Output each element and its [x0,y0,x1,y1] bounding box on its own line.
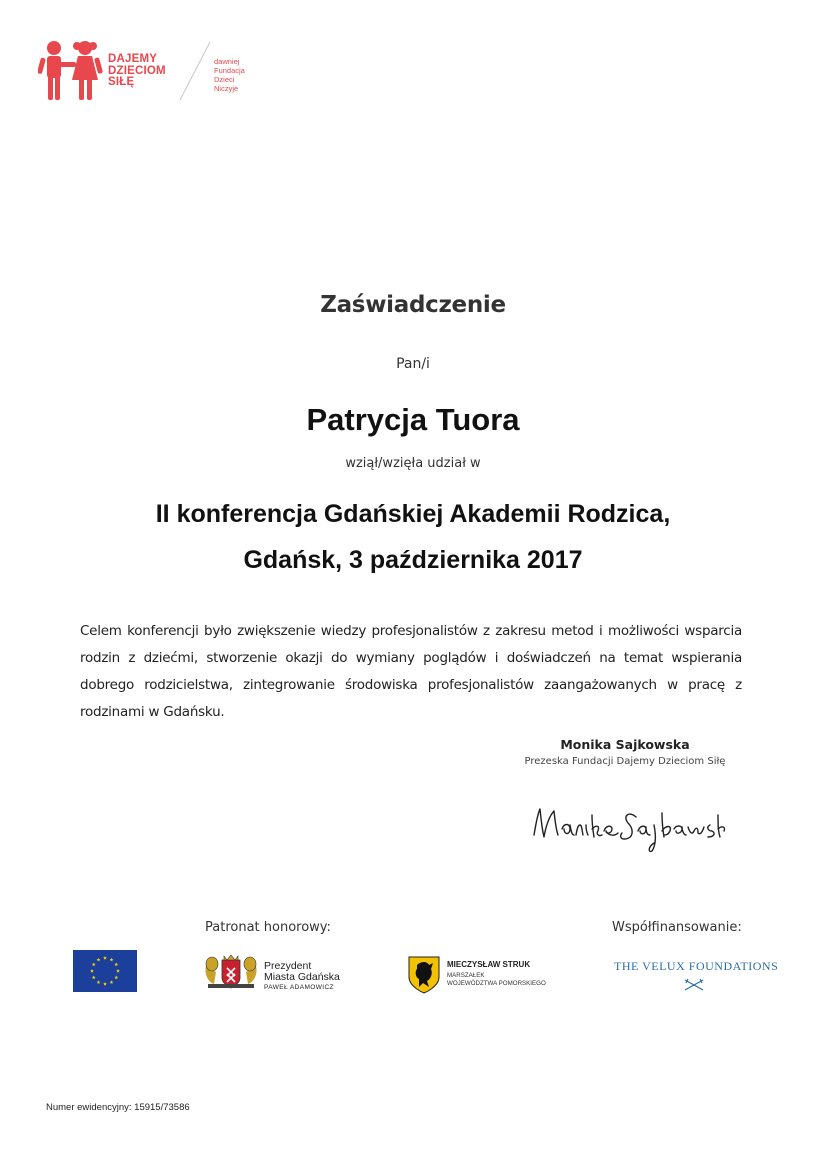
gdansk-title [264,961,340,982]
logo-divider [176,40,216,102]
former-line-3: Dzieci [214,75,235,84]
former-line-1: dawniej [214,57,240,66]
pomorskie-person: MIECZYSŁAW STRUK [447,960,531,969]
former-line-4: Niczyje [214,84,239,93]
recipient-name: Patrycja Tuora [306,402,520,437]
signer-name: Monika Sajkowska [560,737,690,752]
two-children-icon [38,38,108,102]
certificate-title: Zaświadczenie [320,292,506,318]
velux-foundations-logo: THE VELUX FOUNDATIONS [614,959,779,973]
logo-line-2: DZIECIOM [108,64,166,77]
event-title-line-1: II konferencja Gdańskiej Akademii Rodzica, [155,500,671,528]
pomorskie-role [447,972,546,988]
patronage-label: Patronat honorowy: [205,920,331,935]
logo-former-name [214,57,245,93]
participation-text: wziął/wzięła udział w [345,456,481,471]
former-line-2: Fundacja [214,66,245,75]
griffin-crest-icon [407,955,441,995]
logo-line-3: SIŁĘ [108,76,135,88]
gdansk-line-2: Miasta Gdańska [264,970,340,983]
gdansk-coat-of-arms-icon [202,952,260,990]
velux-mark-icon [682,977,706,993]
cofinancing-label: Współfinansowanie: [612,920,742,935]
gdansk-line-1: Prezydent [264,960,312,972]
logo-wordmark [108,54,166,89]
event-description: Celem konferencji było zwiększenie wiedzy profesjonalistów z zakresu metod i możliwości wsparcia rodzin z dziećmi, stworzenie okazji do wymiany poglądów i doświadczeń na temat wspierania dobrego rodzicielstwa, zintegrowanie środowiska profesjonalistów zaangażowanych w pracę z rodzinami w Gdańsku. [80,623,742,720]
pomorskie-role-line-1: MARSZAŁEK [447,972,485,979]
pomorskie-role-line-2: WOJEWÓDZTWA POMORSKIEGO [447,980,546,987]
foundation-logo [38,38,278,108]
gdansk-mayor-logo [202,952,362,998]
event-title-line-2: Gdańsk, 3 października 2017 [243,546,583,574]
salutation: Pan/i [396,356,430,372]
gdansk-person: PAWEŁ ADAMOWICZ [264,984,334,991]
pomorskie-marshal-logo [407,955,587,997]
evidence-number: Numer ewidencyjny: 15915/73586 [46,1102,190,1113]
eu-flag-icon [73,950,137,992]
signer-role: Prezeska Fundacji Dajemy Dzieciom Siłę [524,756,726,767]
handwritten-signature [528,795,728,855]
logo-line-1: DAJEMY [108,53,158,65]
signer-block [520,737,730,767]
